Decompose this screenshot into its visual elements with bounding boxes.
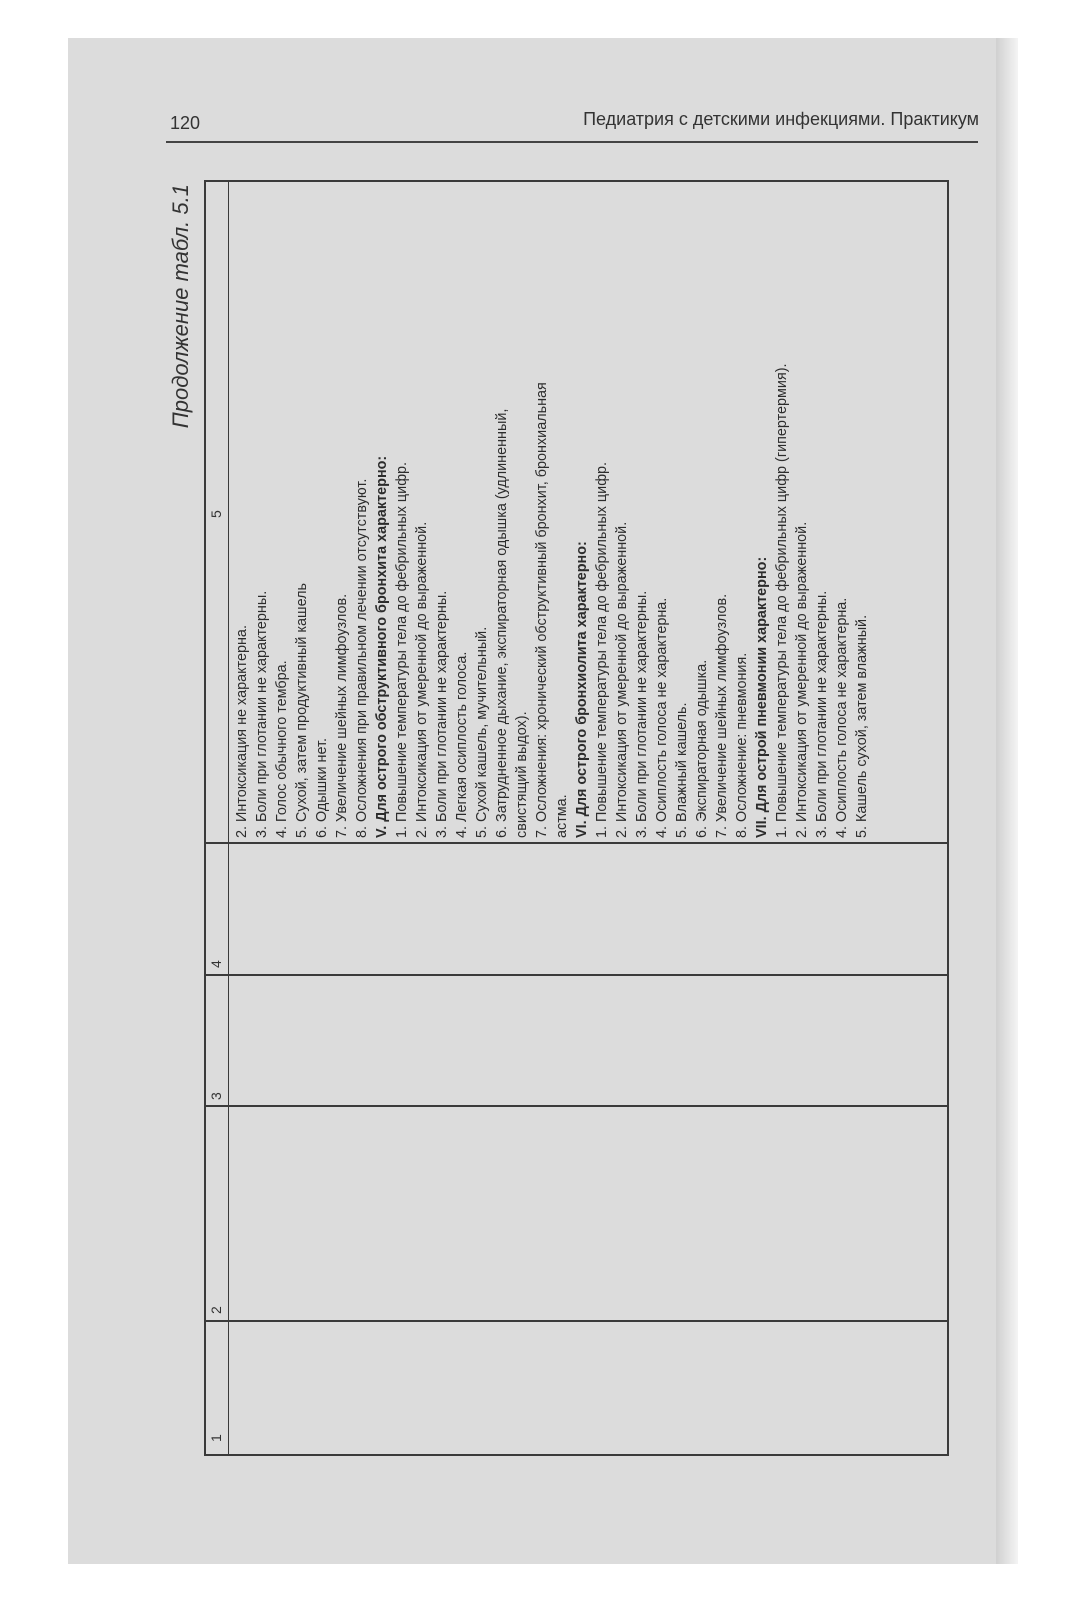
page-edge-shadow: [996, 38, 1018, 1564]
column-divider: [206, 843, 947, 845]
column-number-1: 1: [208, 1434, 224, 1442]
list-item: 5. Влажный кашель.: [674, 702, 690, 838]
table-header-row: [206, 182, 229, 1454]
list-item: 8. Осложнение: пневмония.: [734, 652, 750, 838]
column-5-content: [232, 182, 872, 838]
list-item: 7. Увеличение шейных лимфоузлов.: [714, 593, 730, 838]
list-item: 4. Легкая осиплость голоса.: [454, 651, 470, 838]
column-number-2: 2: [208, 1306, 224, 1314]
column-number-3: 3: [208, 1092, 224, 1100]
list-item: 2. Интоксикация от умеренной до выраженной.: [614, 521, 630, 838]
table-caption: Продолжение табл. 5.1: [168, 184, 193, 429]
list-item: 2. Интоксикация от умеренной до выраженной.: [794, 521, 810, 838]
list-item: 2. Интоксикация не характерна.: [234, 625, 250, 838]
column-divider: [206, 975, 947, 977]
list-item: 5. Сухой, затем продуктивный кашель: [294, 583, 310, 838]
list-item: астма.: [554, 794, 570, 838]
list-item: 3. Боли при глотании не характерны.: [634, 590, 650, 838]
list-item: 6. Одышки нет.: [314, 738, 330, 838]
list-item: 6. Экспираторная одышка.: [694, 659, 710, 838]
list-item: 7. Осложнения: хронический обструктивный бронхит, бронхиальная: [534, 382, 550, 838]
column-number-5: 5: [208, 510, 224, 518]
list-item: свистящий выдох).: [514, 711, 530, 838]
list-item: 4. Голос обычного тембра.: [274, 660, 290, 838]
list-item: 5. Сухой кашель, мучительный.: [474, 626, 490, 838]
list-item: 1. Повышение температуры тела до фебрильных цифр.: [594, 461, 610, 838]
column-number-4: 4: [208, 960, 224, 968]
list-item: 4. Осиплость голоса не характерна.: [654, 597, 670, 838]
list-item: 2. Интоксикация от умеренной до выраженной.: [414, 521, 430, 838]
column-divider: [206, 1321, 947, 1323]
list-item: 1. Повышение температуры тела до фебрильных цифр.: [394, 461, 410, 838]
section-heading: VII. Для острой пневмонии характерно:: [754, 556, 770, 838]
section-heading: VI. Для острого бронхиолита характерно:: [574, 541, 590, 838]
list-item: 3. Боли при глотании не характерны.: [254, 590, 270, 838]
column-divider: [206, 1106, 947, 1108]
list-item: 3. Боли при глотании не характерны.: [434, 590, 450, 838]
list-item: 1. Повышение температуры тела до фебрильных цифр (гипертермия).: [774, 363, 790, 838]
section-heading: V. Для острого обструктивного бронхита характерно:: [374, 455, 390, 838]
table: [204, 180, 949, 1456]
rotated-table-block: [166, 156, 966, 1456]
page-number: 120: [170, 113, 201, 133]
list-item: 3. Боли при глотании не характерны.: [814, 590, 830, 838]
list-item: 8. Осложнения при правильном лечении отсутствуют.: [354, 478, 370, 838]
running-title: Педиатрия с детскими инфекциями. Практикум: [583, 109, 979, 129]
list-item: 7. Увеличение шейных лимфоузлов.: [334, 593, 350, 838]
list-item: 6. Затрудненное дыхание, экспираторная одышка (удлиненный,: [494, 408, 510, 838]
list-item: 4. Осиплость голоса не характерна.: [834, 597, 850, 838]
header-rule: [166, 141, 978, 143]
list-item: 5. Кашель сухой, затем влажный.: [854, 614, 870, 838]
